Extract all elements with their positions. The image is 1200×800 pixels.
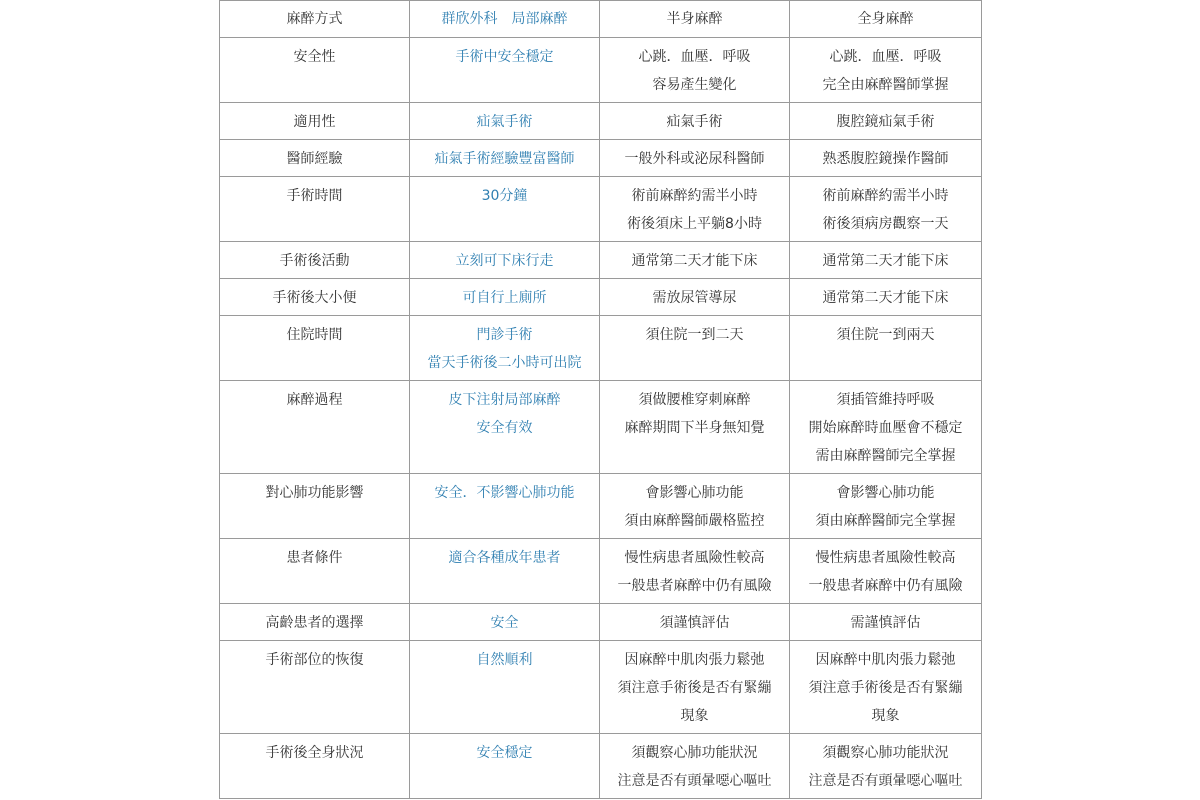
cell-half-body bbox=[600, 474, 790, 539]
cell-line: 腹腔鏡疝氣手術 bbox=[836, 114, 935, 130]
cell-line: 一般患者麻醉中仍有風險 bbox=[617, 578, 772, 594]
cell-line: 疝氣手術 bbox=[666, 114, 723, 130]
cell-local bbox=[410, 242, 600, 279]
cell-half-body bbox=[600, 279, 790, 316]
cell-local bbox=[410, 103, 600, 140]
cell-line: 因麻醉中肌肉張力鬆弛 bbox=[815, 652, 956, 668]
cell-line: 術後須病房觀察一天 bbox=[822, 216, 949, 232]
cell-line: 須由麻醉醫師完全掌握 bbox=[815, 513, 956, 529]
cell-line: 需放尿管導尿 bbox=[652, 290, 737, 306]
cell-line: 自然順利 bbox=[476, 652, 533, 668]
table-row bbox=[220, 316, 982, 381]
cell-line: 立刻可下床行走 bbox=[455, 253, 554, 269]
comparison-table-wrapper bbox=[219, 0, 981, 799]
cell-local bbox=[410, 381, 600, 474]
cell-line: 須由麻醉醫師嚴格監控 bbox=[624, 513, 765, 529]
cell-local bbox=[410, 474, 600, 539]
header-half-body-anesthesia: 半身麻醉 bbox=[600, 1, 790, 38]
table-row bbox=[220, 474, 982, 539]
row-label: 患者條件 bbox=[220, 539, 410, 604]
cell-local bbox=[410, 734, 600, 799]
cell-local bbox=[410, 641, 600, 734]
cell-line: 須觀察心肺功能狀況 bbox=[822, 745, 949, 761]
row-label: 手術後大小便 bbox=[220, 279, 410, 316]
cell-line: 現象 bbox=[871, 708, 900, 724]
table-header-row bbox=[220, 1, 982, 38]
cell-line: 因麻醉中肌肉張力鬆弛 bbox=[624, 652, 765, 668]
cell-half-body bbox=[600, 38, 790, 103]
cell-line: 須住院一到二天 bbox=[645, 327, 744, 343]
table-row bbox=[220, 242, 982, 279]
row-label: 醫師經驗 bbox=[220, 140, 410, 177]
cell-line: 注意是否有頭暈噁心嘔吐 bbox=[808, 773, 963, 789]
cell-general bbox=[790, 381, 982, 474]
table-row bbox=[220, 38, 982, 103]
cell-line: 會影響心肺功能 bbox=[645, 485, 744, 501]
cell-general bbox=[790, 242, 982, 279]
cell-line: 適合各種成年患者 bbox=[448, 550, 561, 566]
cell-line: 容易產生變化 bbox=[652, 77, 737, 93]
cell-line: 當天手術後二小時可出院 bbox=[427, 355, 582, 371]
cell-line: 門診手術 bbox=[476, 327, 533, 343]
cell-general bbox=[790, 316, 982, 381]
cell-line: 安全．不影響心肺功能 bbox=[434, 485, 575, 501]
cell-line: 手術中安全穩定 bbox=[455, 49, 554, 65]
cell-half-body bbox=[600, 539, 790, 604]
header-local-anesthesia: 群欣外科 局部麻醉 bbox=[410, 1, 600, 38]
cell-general bbox=[790, 734, 982, 799]
cell-line: 一般患者麻醉中仍有風險 bbox=[808, 578, 963, 594]
table-row bbox=[220, 604, 982, 641]
table-row bbox=[220, 140, 982, 177]
cell-line: 須做腰椎穿刺麻醉 bbox=[638, 392, 751, 408]
cell-line: 疝氣手術經驗豐富醫師 bbox=[434, 151, 575, 167]
cell-half-body bbox=[600, 242, 790, 279]
cell-line: 安全有效 bbox=[476, 420, 533, 436]
cell-line: 皮下注射局部麻醉 bbox=[448, 392, 561, 408]
table-row bbox=[220, 539, 982, 604]
cell-line: 須住院一到兩天 bbox=[836, 327, 935, 343]
row-label: 對心肺功能影響 bbox=[220, 474, 410, 539]
cell-line: 慢性病患者風險性較高 bbox=[624, 550, 765, 566]
cell-local bbox=[410, 279, 600, 316]
cell-general bbox=[790, 474, 982, 539]
row-label: 安全性 bbox=[220, 38, 410, 103]
cell-half-body bbox=[600, 316, 790, 381]
cell-general bbox=[790, 177, 982, 242]
row-label: 手術後活動 bbox=[220, 242, 410, 279]
cell-general bbox=[790, 103, 982, 140]
cell-line: 30分鐘 bbox=[481, 188, 528, 204]
cell-line: 可自行上廁所 bbox=[462, 290, 547, 306]
cell-general bbox=[790, 140, 982, 177]
table-row bbox=[220, 177, 982, 242]
cell-line: 通常第二天才能下床 bbox=[822, 253, 949, 269]
table-body bbox=[220, 38, 982, 799]
cell-local bbox=[410, 539, 600, 604]
cell-line: 熟悉腹腔鏡操作醫師 bbox=[822, 151, 949, 167]
cell-line: 通常第二天才能下床 bbox=[822, 290, 949, 306]
cell-general bbox=[790, 279, 982, 316]
cell-half-body bbox=[600, 641, 790, 734]
cell-line: 需謹慎評估 bbox=[850, 615, 921, 631]
header-anesthesia-method: 麻醉方式 bbox=[220, 1, 410, 38]
table-row bbox=[220, 279, 982, 316]
cell-line: 需由麻醉醫師完全掌握 bbox=[815, 448, 956, 464]
table-row bbox=[220, 641, 982, 734]
cell-local bbox=[410, 316, 600, 381]
cell-half-body bbox=[600, 103, 790, 140]
cell-general bbox=[790, 38, 982, 103]
cell-local bbox=[410, 140, 600, 177]
cell-line: 開始麻醉時血壓會不穩定 bbox=[808, 420, 963, 436]
cell-line: 須注意手術後是否有緊繃 bbox=[808, 680, 963, 696]
cell-line: 疝氣手術 bbox=[476, 114, 533, 130]
cell-line: 須觀察心肺功能狀況 bbox=[631, 745, 758, 761]
row-label: 手術後全身狀況 bbox=[220, 734, 410, 799]
cell-line: 安全穩定 bbox=[476, 745, 533, 761]
cell-line: 通常第二天才能下床 bbox=[631, 253, 758, 269]
cell-local bbox=[410, 38, 600, 103]
cell-line: 麻醉期間下半身無知覺 bbox=[624, 420, 765, 436]
cell-line: 注意是否有頭暈噁心嘔吐 bbox=[617, 773, 772, 789]
cell-local bbox=[410, 604, 600, 641]
cell-line: 術前麻醉約需半小時 bbox=[631, 188, 758, 204]
cell-general bbox=[790, 641, 982, 734]
cell-half-body bbox=[600, 604, 790, 641]
cell-line: 須插管維持呼吸 bbox=[836, 392, 935, 408]
cell-line: 須注意手術後是否有緊繃 bbox=[617, 680, 772, 696]
cell-line: 會影響心肺功能 bbox=[836, 485, 935, 501]
cell-half-body bbox=[600, 381, 790, 474]
header-general-anesthesia: 全身麻醉 bbox=[790, 1, 982, 38]
row-label: 手術部位的恢復 bbox=[220, 641, 410, 734]
anesthesia-comparison-table bbox=[219, 0, 982, 799]
cell-line: 安全 bbox=[490, 615, 519, 631]
cell-line: 現象 bbox=[680, 708, 709, 724]
cell-general bbox=[790, 539, 982, 604]
cell-local bbox=[410, 177, 600, 242]
cell-half-body bbox=[600, 177, 790, 242]
table-row bbox=[220, 734, 982, 799]
cell-line: 慢性病患者風險性較高 bbox=[815, 550, 956, 566]
table-row bbox=[220, 381, 982, 474]
cell-line: 心跳．血壓．呼吸 bbox=[829, 49, 942, 65]
cell-half-body bbox=[600, 734, 790, 799]
cell-line: 心跳．血壓．呼吸 bbox=[638, 49, 751, 65]
row-label: 手術時間 bbox=[220, 177, 410, 242]
cell-line: 一般外科或泌尿科醫師 bbox=[624, 151, 765, 167]
cell-line: 完全由麻醉醫師掌握 bbox=[822, 77, 949, 93]
row-label: 高齡患者的選擇 bbox=[220, 604, 410, 641]
cell-line: 術前麻醉約需半小時 bbox=[822, 188, 949, 204]
table-row bbox=[220, 103, 982, 140]
cell-line: 須謹慎評估 bbox=[659, 615, 730, 631]
cell-general bbox=[790, 604, 982, 641]
row-label: 麻醉過程 bbox=[220, 381, 410, 474]
cell-half-body bbox=[600, 140, 790, 177]
cell-line: 術後須床上平躺8小時 bbox=[627, 216, 762, 232]
row-label: 適用性 bbox=[220, 103, 410, 140]
row-label: 住院時間 bbox=[220, 316, 410, 381]
